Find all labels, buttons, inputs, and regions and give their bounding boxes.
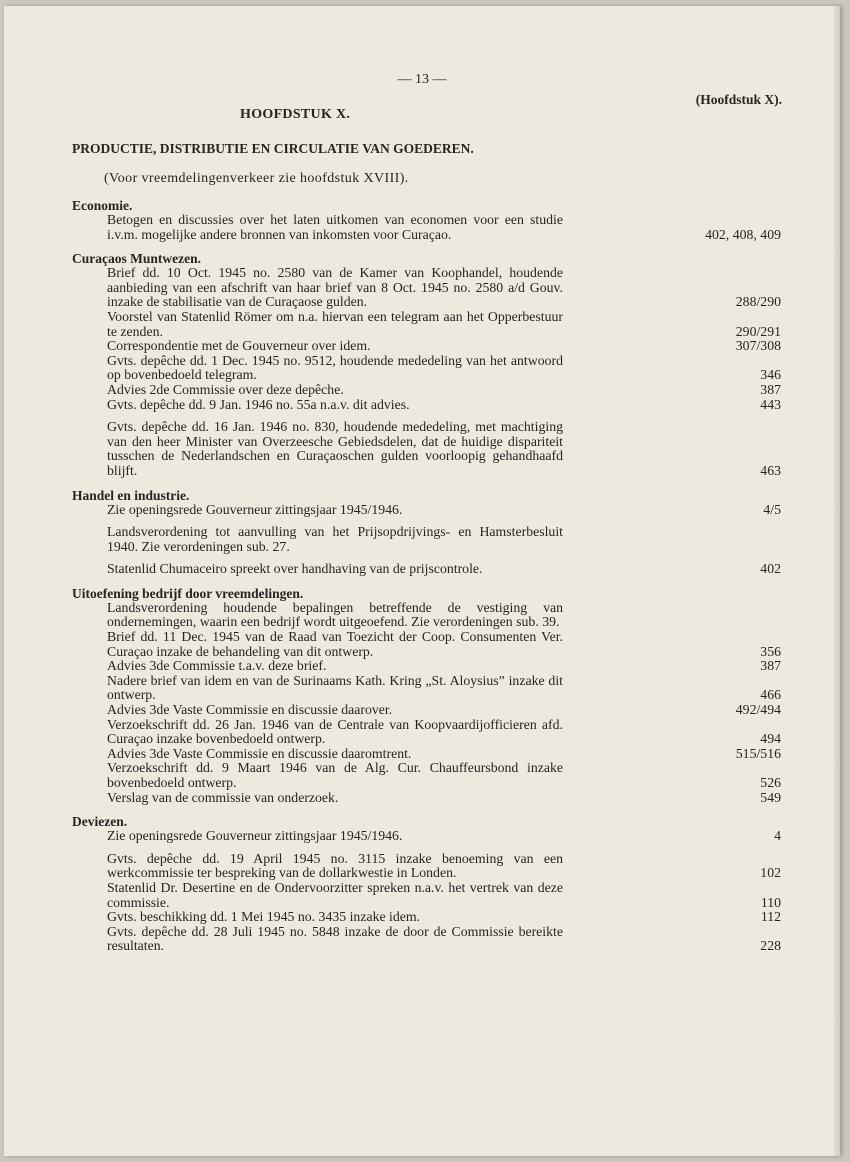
entry-page-reference: 387 bbox=[760, 381, 781, 397]
entry-text: Zie openingsrede Gouverneur zittingsjaar 1945/1946. bbox=[107, 501, 403, 517]
entry-page-reference: 346 bbox=[760, 367, 781, 383]
entry-page-reference: 288/290 bbox=[735, 294, 781, 310]
index-entry bbox=[72, 791, 781, 806]
index-entry bbox=[72, 420, 781, 478]
page-number: — 13 — bbox=[397, 72, 447, 87]
entry-text: Brief dd. 10 Oct. 1945 no. 2580 van de Kamer van Koophandel, houdende aanbieding van een afschrift van haar brief van 8 Oct. 1945 no. 2580 a/d Gouv. inzake de stabilisatie van de Curaçaose gulden. bbox=[107, 265, 563, 310]
entry-text: Landsverordening houdende bepalingen betreffende de vestiging van ondernemingen, waarin een bedrijf wordt uitgeoefend. Zie verordeningen sub. 39. bbox=[107, 599, 563, 630]
index-entry bbox=[72, 339, 781, 354]
index-entry bbox=[72, 562, 781, 577]
entry-text: Nadere brief van idem en van de Surinaams Kath. Kring „St. Aloysius” inzake dit ontwerp. bbox=[107, 672, 563, 703]
index-entry bbox=[72, 674, 781, 703]
entry-page-reference: 402, 408, 409 bbox=[705, 226, 781, 242]
entry-page-reference: 466 bbox=[760, 687, 781, 703]
index-entry bbox=[72, 703, 781, 718]
entry-page-reference: 526 bbox=[760, 775, 781, 790]
entry-text: Landsverordening tot aanvulling van het Prijsopdrijvings- en Hamsterbesluit 1940. Zie verordeningen sub. 27. bbox=[107, 524, 563, 554]
index-entry bbox=[72, 659, 781, 674]
chapter-note: (Voor vreemdelingenverkeer zie hoofdstuk XVIII). bbox=[104, 171, 409, 186]
entry-text: Gvts. depêche dd. 9 Jan. 1946 no. 55a n.a.v. dit advies. bbox=[107, 396, 410, 412]
entry-page-reference: 110 bbox=[760, 894, 781, 910]
index-entry bbox=[72, 910, 781, 925]
index-entry bbox=[72, 881, 781, 910]
entry-text: Verzoekschrift dd. 26 Jan. 1946 van de Centrale van Koopvaardijofficieren afd. Curaçao inzake bovenbedoeld ontwerp. bbox=[107, 716, 563, 747]
entry-text: Voorstel van Statenlid Römer om n.a. hiervan een telegram aan het Opperbestuur te zenden. bbox=[107, 308, 563, 339]
entry-page-reference: 443 bbox=[760, 396, 781, 412]
entry-page-reference: 387 bbox=[760, 658, 781, 674]
index-entry bbox=[72, 354, 781, 383]
index-entry bbox=[72, 761, 781, 790]
index-entry bbox=[72, 852, 781, 881]
running-head: (Hoofdstuk X). bbox=[695, 92, 782, 107]
entry-text: Gvts. beschikking dd. 1 Mei 1945 no. 3435 inzake idem. bbox=[107, 909, 421, 925]
entry-text: Gvts. depêche dd. 16 Jan. 1946 no. 830, houdende mededeling, met machtiging van den heer Minister van Overzeesche Gebiedsdelen, dat de huidige dispariteit tusschen de Nederlandschen en Curaçaoschen gulden voorloopig gehandhaafd blijft. bbox=[107, 419, 563, 478]
entry-text: Statenlid Dr. Desertine en de Ondervoorzitter spreken n.a.v. het vertrek van deze commissie. bbox=[107, 879, 563, 910]
section-heading: Deviezen. bbox=[72, 814, 128, 830]
entry-page-reference: 492/494 bbox=[735, 702, 781, 718]
section-heading: Uitoefening bedrijf door vreemdelingen. bbox=[72, 585, 304, 601]
index-entry bbox=[72, 266, 781, 310]
entry-page-reference: 356 bbox=[760, 643, 781, 659]
index-entry bbox=[72, 525, 781, 554]
page-edge bbox=[834, 6, 840, 1156]
entry-page-reference: 494 bbox=[760, 731, 781, 747]
entry-page-reference: 402 bbox=[760, 561, 781, 577]
entry-text: Gvts. depêche dd. 1 Dec. 1945 no. 9512, houdende mededeling van het antwoord op bovenbedoeld telegram. bbox=[107, 352, 563, 383]
entry-text: Statenlid Chumaceiro spreekt over handhaving van de prijscontrole. bbox=[107, 561, 483, 577]
entry-text: Advies 3de Vaste Commissie en discussie daarover. bbox=[107, 702, 393, 718]
entry-page-reference: 307/308 bbox=[735, 338, 781, 354]
entry-text: Verzoekschrift dd. 9 Maart 1946 van de Alg. Cur. Chauffeursbond inzake bovenbedoeld ontwerp. bbox=[107, 760, 563, 790]
entry-text: Correspondentie met de Gouverneur over idem. bbox=[107, 338, 371, 354]
index-entry bbox=[72, 601, 781, 630]
index-entry bbox=[72, 503, 781, 518]
entry-page-reference: 228 bbox=[760, 938, 781, 954]
entry-page-reference: 112 bbox=[760, 909, 781, 925]
entry-text: Verslag van de commissie van onderzoek. bbox=[107, 789, 339, 805]
section-heading: Economie. bbox=[72, 198, 133, 213]
entry-page-reference: 549 bbox=[760, 789, 781, 805]
index-entry bbox=[72, 747, 781, 762]
entry-text: Betogen en discussies over het laten uitkomen van economen voor een studie i.v.m. mogelijke andere bronnen van inkomsten voor Curaçao. bbox=[107, 212, 563, 242]
index-entry bbox=[72, 718, 781, 747]
entry-text: Advies 2de Commissie over deze depêche. bbox=[107, 381, 344, 397]
entry-page-reference: 4 bbox=[774, 828, 781, 844]
entry-page-reference: 515/516 bbox=[735, 745, 781, 761]
entry-page-reference: 102 bbox=[760, 865, 781, 881]
chapter-subtitle: PRODUCTIE, DISTRIBUTIE EN CIRCULATIE VAN GOEDEREN. bbox=[72, 141, 474, 156]
document-page bbox=[4, 6, 840, 1156]
section-heading: Curaçaos Muntwezen. bbox=[72, 251, 201, 267]
entry-page-reference: 4/5 bbox=[763, 501, 781, 517]
entry-text: Brief dd. 11 Dec. 1945 van de Raad van Toezicht der Coop. Consumenten Ver. Curaçao inzake de behandeling van dit ontwerp. bbox=[107, 629, 563, 659]
entry-text: Zie openingsrede Gouverneur zittingsjaar 1945/1946. bbox=[107, 828, 403, 844]
index-entry bbox=[72, 213, 781, 242]
index-entry bbox=[72, 630, 781, 659]
index-entry bbox=[72, 310, 781, 339]
index-entry bbox=[72, 829, 781, 844]
index-entry bbox=[72, 398, 781, 413]
entry-text: Advies 3de Commissie t.a.v. deze brief. bbox=[107, 658, 327, 674]
entry-text: Gvts. depêche dd. 19 April 1945 no. 3115 inzake benoeming van een werkcommissie ter bespreking van de dollarkwestie in Londen. bbox=[107, 850, 563, 881]
section-heading: Handel en industrie. bbox=[72, 487, 190, 503]
index-content bbox=[72, 198, 781, 954]
entry-text: Advies 3de Vaste Commissie en discussie daaromtrent. bbox=[107, 745, 412, 761]
index-entry bbox=[72, 383, 781, 398]
chapter-title: HOOFDSTUK X. bbox=[240, 107, 351, 122]
entry-page-reference: 463 bbox=[760, 462, 781, 478]
index-entry bbox=[72, 925, 781, 954]
entry-text: Gvts. depêche dd. 28 Juli 1945 no. 5848 inzake de door de Commissie bereikte resultaten. bbox=[107, 923, 563, 954]
entry-page-reference: 290/291 bbox=[735, 323, 781, 339]
